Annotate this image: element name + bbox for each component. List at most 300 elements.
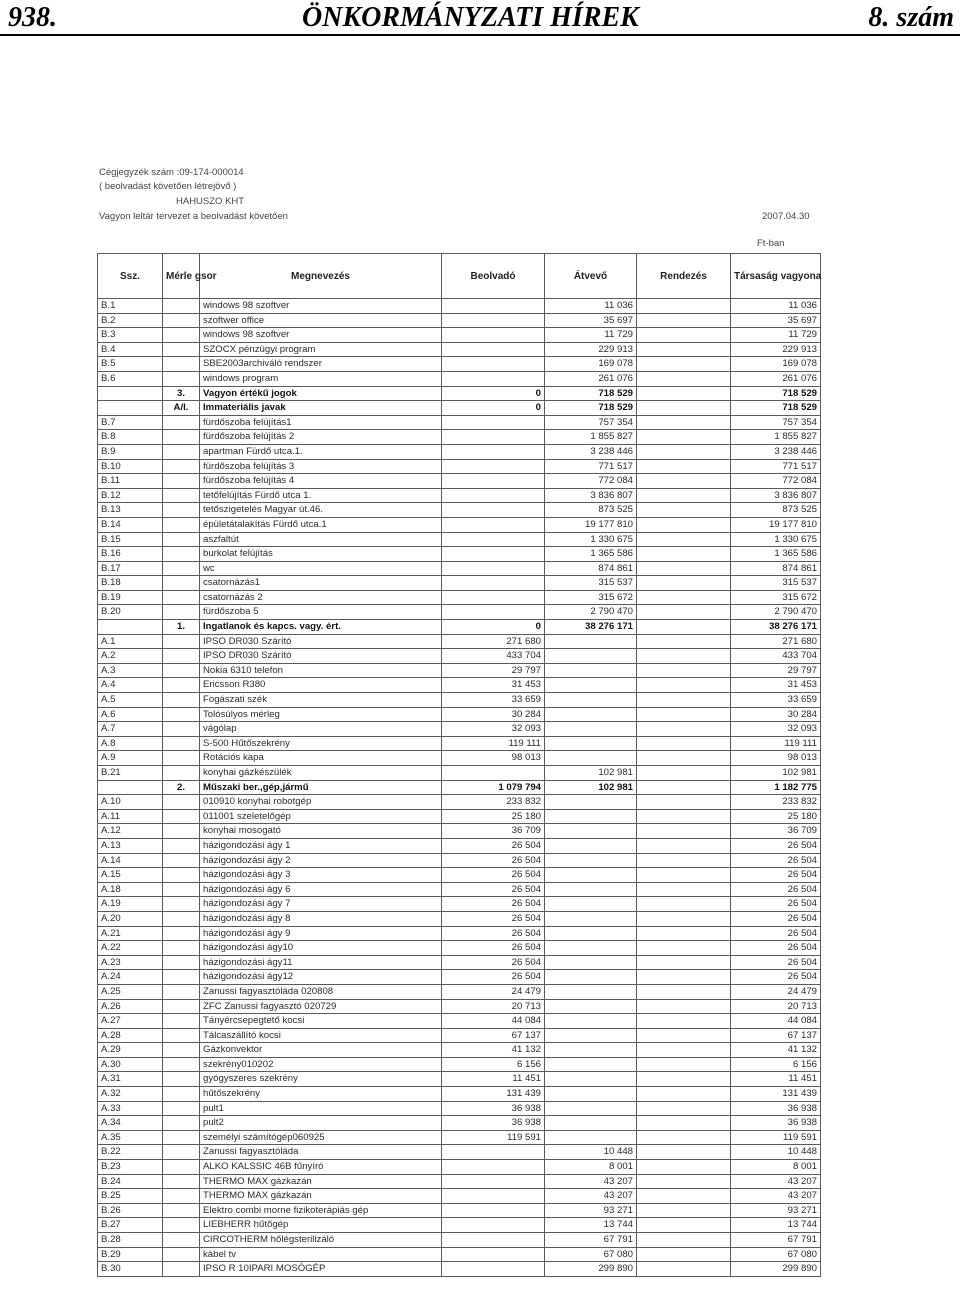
cell-atvevo: 169 078 [545,357,637,372]
cell-tarsasag: 11 729 [731,328,821,343]
table-row [98,1262,821,1277]
cell-rendezes [637,984,731,999]
cell-rendezes [637,1043,731,1058]
cell-rendezes [637,430,731,445]
cell-beolvado: 26 504 [442,868,545,883]
cell-beolvado [442,459,545,474]
cell-beolvado: 131 439 [442,1087,545,1102]
cell-tarsasag: 26 504 [731,955,821,970]
cell-name: THERMO MAX gázkazán [200,1189,442,1204]
cell-name: házigondozási ágy10 [200,941,442,956]
cell-ssz: A.19 [98,897,163,912]
col-header-ssz: Ssz. [98,254,163,299]
cell-atvevo [545,926,637,941]
cell-rendezes [637,1160,731,1175]
cell-beolvado: 26 504 [442,970,545,985]
cell-tarsasag: 67 137 [731,1028,821,1043]
cell-merleg [163,838,200,853]
cell-beolvado [442,1174,545,1189]
cell-tarsasag: 131 439 [731,1087,821,1102]
cell-ssz: B.2 [98,313,163,328]
cell-name: szoftwer office [200,313,442,328]
cell-tarsasag: 315 672 [731,590,821,605]
table-row [98,561,821,576]
merger-note: ( beolvadást követően létrejövő ) [99,181,237,192]
cell-rendezes [637,517,731,532]
cell-tarsasag: 31 453 [731,678,821,693]
cell-merleg [163,926,200,941]
cell-atvevo: 772 084 [545,474,637,489]
cell-beolvado [442,313,545,328]
cell-beolvado: 26 504 [442,853,545,868]
cell-rendezes [637,474,731,489]
cell-atvevo: 757 354 [545,415,637,430]
cell-tarsasag: 771 517 [731,459,821,474]
cell-merleg [163,503,200,518]
cell-atvevo: 299 890 [545,1262,637,1277]
col-header-atvevo: Átvevő [545,254,637,299]
cell-name: házigondozási ágy 9 [200,926,442,941]
cell-atvevo: 38 276 171 [545,620,637,635]
table-row [98,1087,821,1102]
table-row [98,605,821,620]
cell-atvevo [545,1072,637,1087]
cell-rendezes [637,1028,731,1043]
cell-tarsasag: 26 504 [731,868,821,883]
cell-tarsasag: 10 448 [731,1145,821,1160]
cell-rendezes [637,1247,731,1262]
cell-rendezes [637,663,731,678]
cell-rendezes [637,444,731,459]
table-row [98,1014,821,1029]
cell-tarsasag: 119 591 [731,1130,821,1145]
table-row [98,1203,821,1218]
cell-tarsasag: 43 207 [731,1174,821,1189]
cell-ssz: A.8 [98,736,163,751]
cell-merleg [163,1043,200,1058]
cell-ssz: A.30 [98,1057,163,1072]
cell-merleg [163,415,200,430]
cell-merleg [163,882,200,897]
cell-merleg [163,678,200,693]
table-row [98,576,821,591]
cell-name: windows program [200,371,442,386]
cell-tarsasag: 233 832 [731,795,821,810]
cell-rendezes [637,897,731,912]
cell-beolvado [442,474,545,489]
cell-beolvado: 33 659 [442,693,545,708]
cell-ssz: B.3 [98,328,163,343]
cell-atvevo: 718 529 [545,386,637,401]
cell-atvevo: 315 672 [545,590,637,605]
cell-ssz: B.17 [98,561,163,576]
cell-name: házigondozási ágy 8 [200,911,442,926]
cell-merleg [163,342,200,357]
col-header-merleg: Mérle gsor [163,254,200,299]
cell-atvevo [545,970,637,985]
cell-merleg [163,999,200,1014]
cell-merleg [163,313,200,328]
cell-beolvado [442,1203,545,1218]
table-row [98,299,821,314]
cell-merleg [163,984,200,999]
cell-merleg [163,590,200,605]
cell-name: LIEBHERR hűtőgép [200,1218,442,1233]
cell-ssz: A.6 [98,707,163,722]
cell-rendezes [637,1189,731,1204]
header-rule [0,34,960,36]
cell-name: házigondozási ágy 3 [200,868,442,883]
cell-rendezes [637,693,731,708]
cell-tarsasag: 13 744 [731,1218,821,1233]
cell-atvevo [545,824,637,839]
cell-atvevo: 1 855 827 [545,430,637,445]
cell-tarsasag: 33 659 [731,693,821,708]
cell-tarsasag: 98 013 [731,751,821,766]
cell-name: gyógyszeres szekrény [200,1072,442,1087]
cell-beolvado: 0 [442,401,545,416]
cell-rendezes [637,1203,731,1218]
cell-merleg [163,634,200,649]
col-header-megnevezes: Megnevezés [200,254,442,299]
cell-rendezes [637,999,731,1014]
cell-tarsasag: 874 861 [731,561,821,576]
table-row [98,1247,821,1262]
cell-name: vágólap [200,722,442,737]
cell-tarsasag: 36 938 [731,1101,821,1116]
table-row [98,838,821,853]
cell-tarsasag: 43 207 [731,1189,821,1204]
cell-ssz: A.9 [98,751,163,766]
cell-atvevo [545,941,637,956]
cell-ssz: B.21 [98,766,163,781]
cell-rendezes [637,357,731,372]
col-header-beolvado: Beolvadó [442,254,545,299]
cell-name: 010910 konyhai robotgép [200,795,442,810]
cell-name: Immateriális javak [200,401,442,416]
table-row [98,824,821,839]
cell-ssz: A.29 [98,1043,163,1058]
cell-tarsasag: 1 182 775 [731,780,821,795]
page-header [0,0,960,36]
cell-merleg [163,1057,200,1072]
cell-merleg [163,576,200,591]
cell-merleg [163,1218,200,1233]
table-row [98,430,821,445]
cell-rendezes [637,590,731,605]
cell-tarsasag: 11 451 [731,1072,821,1087]
cell-ssz: A.10 [98,795,163,810]
cell-name: házigondozási ágy 6 [200,882,442,897]
cell-ssz: A.28 [98,1028,163,1043]
cell-name: házigondozási ágy 1 [200,838,442,853]
cell-tarsasag: 433 704 [731,649,821,664]
cell-rendezes [637,415,731,430]
cell-beolvado [442,1218,545,1233]
cell-beolvado [442,766,545,781]
document-subject: Vagyon leltár tervezet a beolvadást követően [99,211,288,222]
cell-merleg [163,561,200,576]
cell-beolvado [442,605,545,620]
cell-merleg [163,1145,200,1160]
cell-merleg [163,736,200,751]
currency-note: Ft-ban [757,238,785,249]
cell-atvevo [545,722,637,737]
cell-ssz: A.3 [98,663,163,678]
cell-atvevo [545,868,637,883]
cell-name: burkolat felújítás [200,547,442,562]
cell-ssz: B.30 [98,1262,163,1277]
cell-atvevo [545,1087,637,1102]
cell-name: fürdőszoba felújítás 4 [200,474,442,489]
table-row [98,1160,821,1175]
cell-name: pult1 [200,1101,442,1116]
cell-beolvado: 30 284 [442,707,545,722]
cell-rendezes [637,459,731,474]
cell-ssz: B.16 [98,547,163,562]
cell-beolvado [442,1233,545,1248]
cell-rendezes [637,1233,731,1248]
cell-atvevo: 43 207 [545,1174,637,1189]
cell-rendezes [637,634,731,649]
cell-beolvado: 0 [442,386,545,401]
cell-ssz: A.31 [98,1072,163,1087]
table-row [98,795,821,810]
cell-rendezes [637,401,731,416]
table-row [98,707,821,722]
cell-ssz: A.22 [98,941,163,956]
cell-tarsasag: 20 713 [731,999,821,1014]
cell-beolvado [442,299,545,314]
col-header-rendezes: Rendezés [637,254,731,299]
table-row [98,342,821,357]
cell-rendezes [637,941,731,956]
cell-tarsasag: 6 156 [731,1057,821,1072]
cell-name: Ericsson R380 [200,678,442,693]
table-row [98,663,821,678]
cell-tarsasag: 26 504 [731,911,821,926]
cell-atvevo: 2 790 470 [545,605,637,620]
cell-name: fürdőszoba 5 [200,605,442,620]
cell-atvevo: 10 448 [545,1145,637,1160]
cell-rendezes [637,1145,731,1160]
cell-name: házigondozási ágy12 [200,970,442,985]
cell-rendezes [637,1057,731,1072]
cell-atvevo [545,955,637,970]
cell-rendezes [637,313,731,328]
cell-ssz: B.20 [98,605,163,620]
table-row [98,722,821,737]
cell-tarsasag: 26 504 [731,853,821,868]
cell-atvevo [545,707,637,722]
cell-merleg: 3. [163,386,200,401]
cell-ssz: B.8 [98,430,163,445]
cell-tarsasag: 757 354 [731,415,821,430]
cell-name: tetőfelújítás Fürdő utca 1. [200,488,442,503]
table-row [98,649,821,664]
cell-name: épületátalakítás Fürdő utca.1 [200,517,442,532]
cell-atvevo [545,795,637,810]
cell-beolvado [442,1145,545,1160]
cell-atvevo: 3 238 446 [545,444,637,459]
cell-rendezes [637,707,731,722]
cell-name: Elektro combi morne fizikoterápiás gép [200,1203,442,1218]
cell-ssz: B.27 [98,1218,163,1233]
page-number: 938. [8,2,57,33]
cell-merleg [163,649,200,664]
cell-atvevo [545,809,637,824]
cell-atvevo: 229 913 [545,342,637,357]
cell-atvevo: 102 981 [545,766,637,781]
cell-beolvado: 44 084 [442,1014,545,1029]
cell-atvevo [545,897,637,912]
cell-name: Fogászati szék [200,693,442,708]
cell-rendezes [637,547,731,562]
cell-rendezes [637,342,731,357]
cell-merleg [163,605,200,620]
cell-beolvado: 6 156 [442,1057,545,1072]
cell-ssz: A.34 [98,1116,163,1131]
table-row [98,1072,821,1087]
cell-ssz: A.14 [98,853,163,868]
cell-rendezes [637,1014,731,1029]
table-row [98,984,821,999]
cell-tarsasag: 25 180 [731,809,821,824]
cell-name: ALKO KALSSIC 46B fűnyíró [200,1160,442,1175]
cell-tarsasag: 30 284 [731,707,821,722]
table-row [98,926,821,941]
cell-name: Tányércsepegtető kocsi [200,1014,442,1029]
cell-rendezes [637,488,731,503]
cell-beolvado: 29 797 [442,663,545,678]
cell-atvevo: 11 036 [545,299,637,314]
cell-beolvado: 433 704 [442,649,545,664]
cell-rendezes [637,371,731,386]
cell-tarsasag: 93 271 [731,1203,821,1218]
cell-ssz: B.4 [98,342,163,357]
cell-atvevo [545,663,637,678]
cell-name: Ingatlanok és kapcs. vagy. ért. [200,620,442,635]
cell-atvevo: 873 525 [545,503,637,518]
cell-ssz: A.21 [98,926,163,941]
cell-tarsasag: 26 504 [731,970,821,985]
cell-ssz: A.20 [98,911,163,926]
cell-beolvado: 36 709 [442,824,545,839]
cell-beolvado [442,444,545,459]
cell-tarsasag: 26 504 [731,926,821,941]
cell-merleg [163,853,200,868]
table-row [98,1101,821,1116]
cell-tarsasag: 44 084 [731,1014,821,1029]
cell-atvevo [545,911,637,926]
table-row [98,766,821,781]
cell-beolvado: 26 504 [442,941,545,956]
cell-merleg [163,955,200,970]
cell-beolvado: 26 504 [442,882,545,897]
cell-atvevo [545,634,637,649]
table-row [98,868,821,883]
cell-beolvado: 26 504 [442,838,545,853]
cell-merleg [163,1130,200,1145]
cell-rendezes [637,576,731,591]
cell-tarsasag: 1 330 675 [731,532,821,547]
cell-tarsasag: 24 479 [731,984,821,999]
cell-tarsasag: 36 709 [731,824,821,839]
cell-beolvado [442,357,545,372]
cell-ssz: B.24 [98,1174,163,1189]
cell-merleg [163,488,200,503]
registration-number: Cégjegyzék szám :09-174-000014 [99,167,244,178]
cell-merleg [163,474,200,489]
cell-atvevo: 718 529 [545,401,637,416]
table-row [98,415,821,430]
cell-tarsasag: 261 076 [731,371,821,386]
cell-rendezes [637,1130,731,1145]
cell-name: 011001 szeletelőgép [200,809,442,824]
cell-name: szekrény010202 [200,1057,442,1072]
table-row [98,853,821,868]
cell-ssz: B.6 [98,371,163,386]
cell-merleg [163,941,200,956]
subtotal-row [98,620,821,635]
cell-tarsasag: 29 797 [731,663,821,678]
cell-tarsasag: 299 890 [731,1262,821,1277]
cell-beolvado [442,415,545,430]
cell-tarsasag: 271 680 [731,634,821,649]
cell-merleg [163,897,200,912]
document-date: 2007.04.30 [762,211,810,222]
cell-rendezes [637,955,731,970]
cell-name: házigondozási ágy 7 [200,897,442,912]
cell-atvevo: 43 207 [545,1189,637,1204]
table-row [98,1189,821,1204]
cell-merleg [163,722,200,737]
cell-beolvado [442,590,545,605]
cell-rendezes [637,736,731,751]
table-row [98,941,821,956]
issue-number: 8. szám [868,2,954,33]
cell-merleg [163,693,200,708]
cell-merleg [163,1116,200,1131]
cell-atvevo [545,1116,637,1131]
cell-atvevo: 11 729 [545,328,637,343]
cell-tarsasag: 718 529 [731,401,821,416]
cell-atvevo [545,1130,637,1145]
cell-beolvado: 31 453 [442,678,545,693]
cell-rendezes [637,970,731,985]
cell-tarsasag: 67 791 [731,1233,821,1248]
cell-beolvado: 36 938 [442,1101,545,1116]
cell-merleg [163,1189,200,1204]
cell-beolvado: 41 132 [442,1043,545,1058]
table-body [98,299,821,1277]
table-row [98,1218,821,1233]
table-row [98,371,821,386]
cell-rendezes [637,605,731,620]
cell-ssz: A.15 [98,868,163,883]
cell-merleg [163,517,200,532]
cell-tarsasag: 19 177 810 [731,517,821,532]
publication-title: ÖNKORMÁNYZATI HÍREK [302,2,639,33]
table-row [98,634,821,649]
cell-atvevo: 1 330 675 [545,532,637,547]
cell-name: wc [200,561,442,576]
cell-atvevo [545,999,637,1014]
table-row [98,1174,821,1189]
cell-merleg [163,371,200,386]
cell-beolvado [442,1247,545,1262]
cell-name: SZOCX pénzügyi program [200,342,442,357]
